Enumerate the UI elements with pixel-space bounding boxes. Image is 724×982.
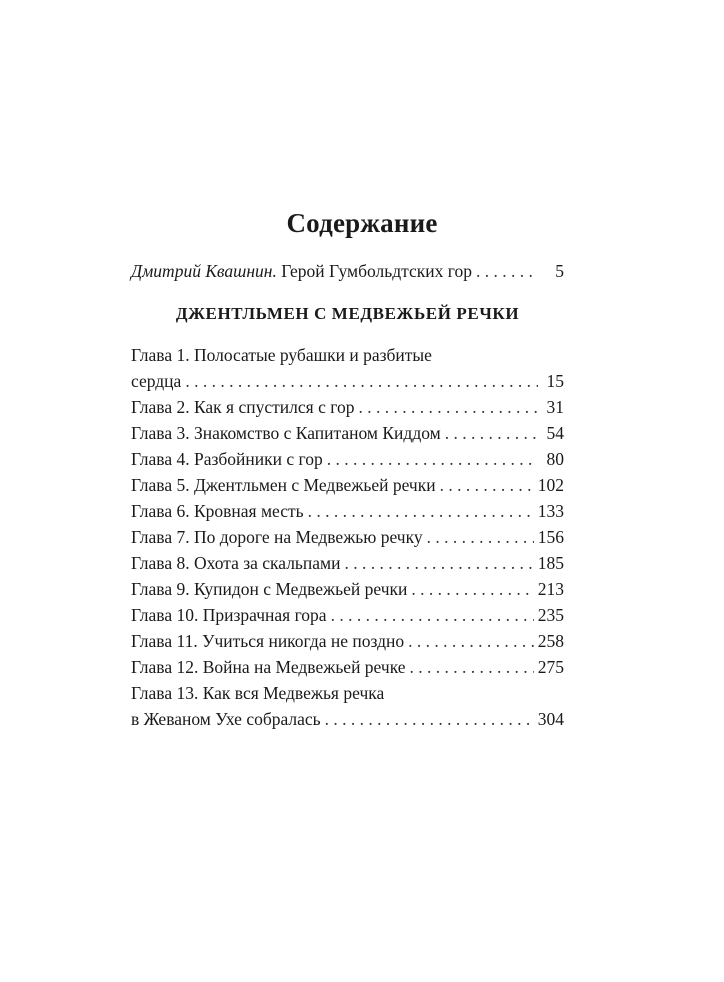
chapter-page-number: 102 — [537, 475, 564, 495]
page-title: Содержание — [286, 208, 438, 238]
toc-entry-chapter-3 — [131, 420, 564, 446]
chapter-page-number: 213 — [537, 579, 564, 599]
toc-entry-chapter-9 — [131, 576, 564, 602]
intro-page-number: 5 — [555, 261, 564, 281]
chapter-page-number: 235 — [537, 605, 564, 625]
chapter-title: Глава 7. По дороге на Медвежью речку — [131, 527, 423, 547]
toc-entry-chapter-4 — [131, 446, 564, 472]
chapter-title: Глава 5. Джентльмен с Медвежьей речки — [131, 475, 436, 495]
toc-entry-chapter-5 — [131, 472, 564, 498]
toc-row — [131, 368, 564, 394]
chapter-page-number: 258 — [537, 631, 564, 651]
toc-entry-chapter-13 — [131, 680, 564, 732]
toc-entry-chapter-11 — [131, 628, 564, 654]
chapter-page-number: 54 — [546, 423, 564, 443]
chapter-title: Глава 8. Охота за скальпами — [131, 553, 341, 573]
intro-author: Дмитрий Квашнин. — [131, 261, 277, 281]
chapter-page-number: 31 — [546, 397, 564, 417]
dot-leader — [408, 628, 534, 654]
chapter-title-line1: Глава 1. Полосатые рубашки и разбитые — [131, 345, 432, 365]
chapter-page-number: 185 — [537, 553, 564, 573]
toc-entry-chapter-2 — [131, 394, 564, 420]
chapter-title: Глава 10. Призрачная гора — [131, 605, 327, 625]
chapter-title-line1: Глава 13. Как вся Медвежья речка — [131, 683, 385, 703]
dot-leader — [185, 368, 538, 394]
toc-entry-chapter-1 — [131, 342, 564, 394]
dot-leader — [476, 258, 538, 284]
chapter-title: Глава 12. Война на Медвежьей речке — [131, 657, 406, 677]
intro-text — [131, 258, 472, 284]
chapter-list — [131, 342, 564, 732]
toc-entry-chapter-12 — [131, 654, 564, 680]
toc-entry-chapter-8 — [131, 550, 564, 576]
chapter-title: Глава 2. Как я спустился с гор — [131, 397, 355, 417]
chapter-title: Глава 6. Кровная месть — [131, 501, 304, 521]
toc-entry-chapter-7 — [131, 524, 564, 550]
toc-entry-chapter-6 — [131, 498, 564, 524]
chapter-title-line2: в Жеваном Ухе собралась — [131, 709, 321, 729]
chapter-page-number: 80 — [546, 449, 564, 469]
dot-leader — [345, 550, 534, 576]
chapter-title-line2: сердца — [131, 371, 182, 391]
chapter-page-number: 133 — [537, 501, 564, 521]
dot-leader — [427, 524, 534, 550]
toc-row-intro — [131, 258, 564, 284]
intro-title: Герой Гумбольдтских гор — [276, 261, 472, 281]
chapter-title: Глава 11. Учиться никогда не поздно — [131, 631, 405, 651]
section-heading: ДЖЕНТЛЬМЕН С МЕДВЕЖЬЕЙ РЕЧКИ — [175, 304, 520, 323]
chapter-title: Глава 4. Разбойники с гор — [131, 449, 323, 469]
chapter-page-number: 156 — [537, 527, 564, 547]
dot-leader — [325, 706, 534, 732]
toc-entry-chapter-10 — [131, 602, 564, 628]
toc-row — [131, 706, 564, 732]
dot-leader — [331, 602, 534, 628]
dot-leader — [308, 498, 534, 524]
dot-leader — [411, 576, 533, 602]
dot-leader — [358, 394, 538, 420]
dot-leader — [445, 420, 538, 446]
chapter-page-number: 15 — [546, 371, 564, 391]
intro-entry — [131, 258, 564, 284]
dot-leader — [440, 472, 534, 498]
dot-leader — [327, 446, 538, 472]
chapter-title: Глава 3. Знакомство с Капитаном Киддом — [131, 423, 441, 443]
chapter-title: Глава 9. Купидон с Медвежьей речки — [131, 579, 408, 599]
chapter-page-number: 275 — [537, 657, 564, 677]
dot-leader — [410, 654, 534, 680]
chapter-page-number: 304 — [537, 709, 564, 729]
